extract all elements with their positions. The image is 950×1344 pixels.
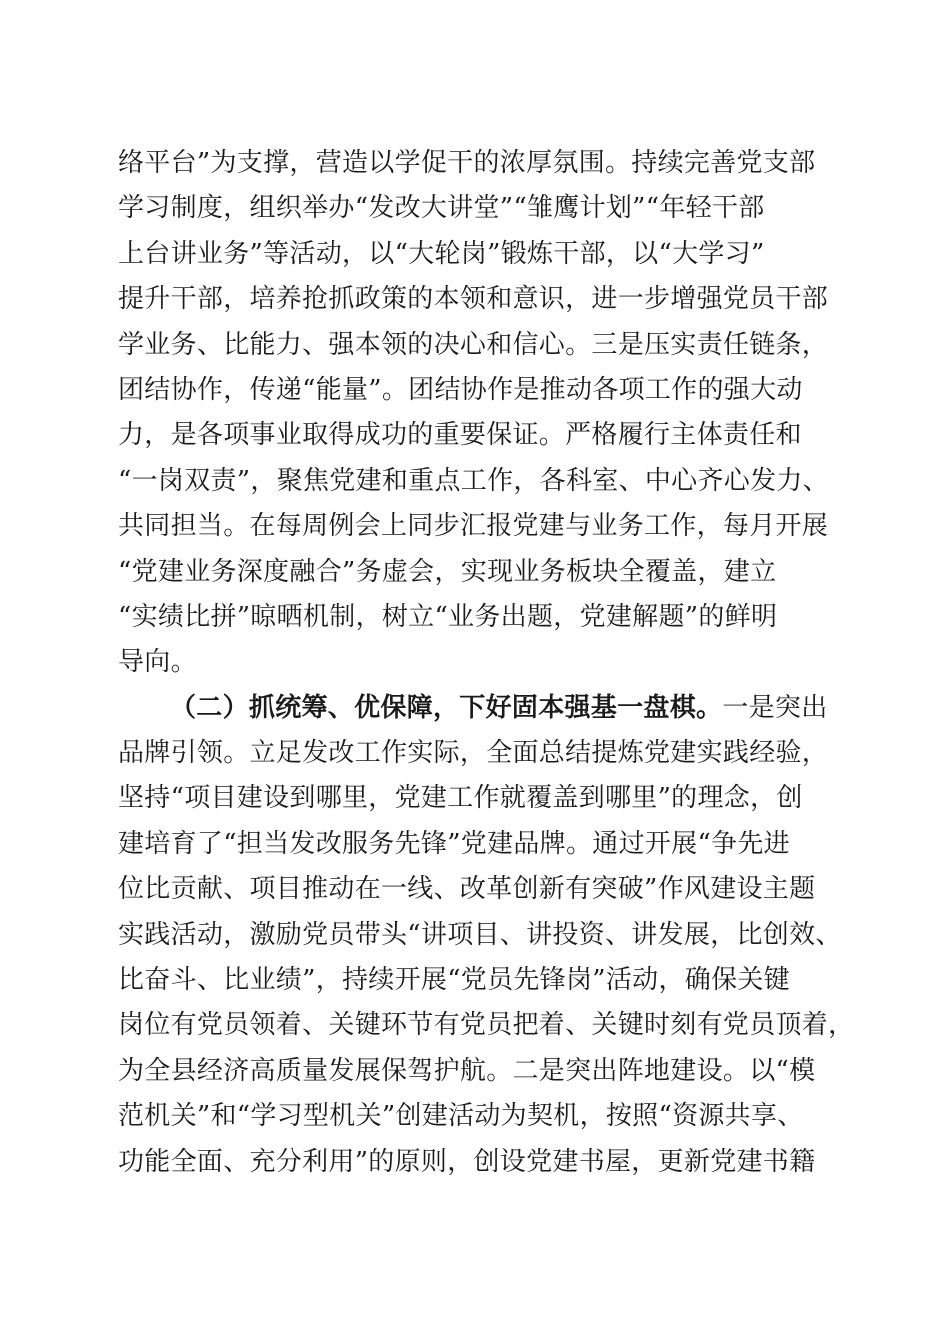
text-line: 提升干部，培养抢抓政策的本领和意识，进一步增强党员干部: [118, 284, 829, 315]
section-heading: （二）抓统筹、优保障，下好固本强基一盘棋。: [170, 692, 723, 723]
text-line: 团结协作，传递“能量”。团结协作是推动各项工作的强大动: [118, 374, 803, 405]
text-line: 位比贡献、项目推动在一线、改革创新有突破”作风建设主题: [118, 874, 816, 905]
text-line: 学习制度，组织举办“发改大讲堂”“雏鹰计划”“年轻干部: [118, 193, 765, 224]
text-line: 范机关”和“学习型机关”创建活动为契机，按照“资源共享、: [118, 1101, 804, 1132]
text-line: 上台讲业务”等活动，以“大轮岗”锻炼干部，以“大学习”: [118, 238, 765, 269]
text-line: 共同担当。在每周例会上同步汇报党建与业务工作，每月开展: [118, 511, 829, 542]
text-line: 建培育了“担当发改服务先锋”党建品牌。通过开展“争先进: [118, 828, 790, 859]
text-line: “实绩比拼”晾晒机制，树立“业务出题，党建解题”的鲜明: [118, 601, 778, 632]
text-line: 功能全面、充分利用”的原则，创设党建书屋，更新党建书籍: [118, 1146, 816, 1177]
body-text: [118, 141, 855, 1185]
text-line: 岗位有党员领着、关键环节有党员把着、关键时刻有党员顶着，: [118, 1010, 855, 1041]
text-line: 实践活动，激励党员带头“讲项目、讲投资、讲发展，比创效、: [118, 919, 842, 950]
text-line: 学业务、比能力、强本领的决心和信心。三是压实责任链条，: [118, 329, 829, 360]
paragraph-2-first-line: [118, 686, 838, 731]
text-line: 力，是各项事业取得成功的重要保证。严格履行主体责任和: [118, 420, 802, 451]
paragraph-2: [118, 686, 855, 1185]
paragraph-1: [118, 141, 838, 686]
text-span: 一是突出: [722, 692, 828, 723]
text-line: 导向。: [118, 647, 197, 678]
text-line: 比奋斗、比业绩”，持续开展“党员先锋岗”活动，确保关键: [118, 965, 790, 996]
text-line: 坚持“项目建设到哪里，党建工作就覆盖到哪里”的理念，创: [118, 783, 803, 814]
text-line: 为全县经济高质量发展保驾护航。二是突出阵地建设。以“模: [118, 1055, 816, 1086]
text-line: 络平台”为支撑，营造以学促干的浓厚氛围。持续完善党支部: [118, 148, 816, 178]
text-line: 品牌引领。立足发改工作实际，全面总结提炼党建实践经验，: [118, 738, 829, 769]
text-line: “党建业务深度融合”务虚会，实现业务板块全覆盖，建立: [118, 556, 777, 587]
text-line: “一岗双责”，聚焦党建和重点工作，各科室、中心齐心发力、: [118, 465, 829, 496]
